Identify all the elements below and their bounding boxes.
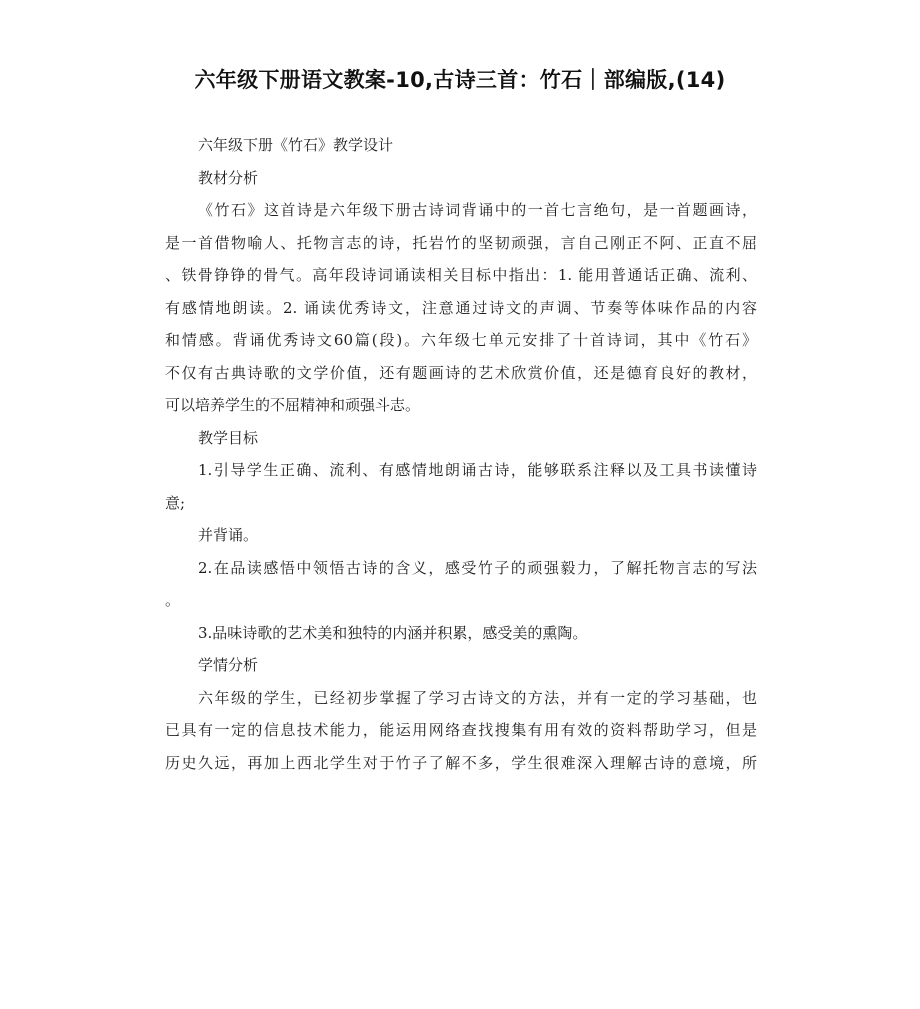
section-heading: 教学目标 — [198, 428, 259, 447]
body-line: 、铁骨铮铮的骨气。高年段诗词诵读相关目标中指出：1. 能用普通话正确、流利、 — [165, 266, 757, 284]
body-line: 1.引导学生正确、流利、有感情地朗诵古诗，能够联系注释以及工具书读懂诗 — [198, 461, 757, 479]
document-title: 六年级下册语文教案-10,古诗三首：竹石｜部编版,(14) — [194, 68, 726, 92]
body-line: 历史久远，再加上西北学生对于竹子了解不多，学生很难深入理解古诗的意境，所 — [165, 753, 757, 772]
body-line: 可以培养学生的不屈精神和顽强斗志。 — [165, 396, 421, 414]
body-line: 是一首借物喻人、托物言志的诗，托岩竹的坚韧顽强，言自己刚正不阿、正直不屈 — [165, 233, 757, 252]
body-line: 六年级下册《竹石》教学设计 — [198, 136, 394, 154]
body-line: 和情感。背诵优秀诗文60篇(段)。六年级七单元安排了十首诗词，其中《竹石》 — [165, 331, 757, 349]
body-line: 不仅有古典诗歌的文学价值，还有题画诗的艺术欣赏价值，还是德育良好的教材， — [165, 363, 757, 382]
section-heading: 教材分析 — [198, 168, 259, 187]
body-line: 3.品味诗歌的艺术美和独特的内涵并积累，感受美的熏陶。 — [198, 623, 588, 642]
document-body — [165, 129, 757, 779]
body-line: 《竹石》这首诗是六年级下册古诗词背诵中的一首七言绝句，是一首题画诗， — [198, 201, 757, 219]
body-line: 有感情地朗读。2. 诵读优秀诗文，注意通过诗文的声调、节奏等体味作品的内容 — [165, 298, 757, 317]
body-line: 意; — [165, 493, 186, 512]
body-line: 2.在品读感悟中领悟古诗的含义，感受竹子的顽强毅力，了解托物言志的写法 — [198, 558, 757, 577]
body-line: 并背诵。 — [198, 526, 259, 544]
body-line: 六年级的学生，已经初步掌握了学习古诗文的方法，并有一定的学习基础，也 — [198, 688, 757, 707]
body-line: 。 — [165, 591, 181, 609]
section-heading: 学情分析 — [198, 656, 259, 674]
body-line: 已具有一定的信息技术能力，能运用网络查找搜集有用有效的资料帮助学习，但是 — [165, 721, 757, 739]
